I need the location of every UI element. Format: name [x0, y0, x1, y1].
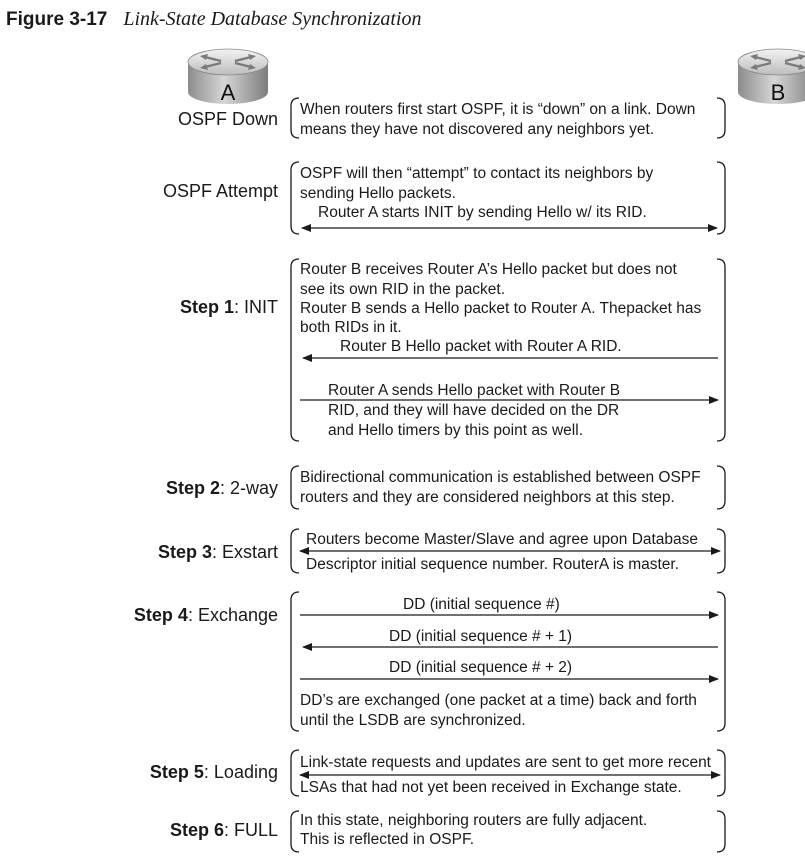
bracket-right [717, 750, 725, 796]
step-text: Router B sends a Hello packet to Router A. Thepacket has [300, 300, 702, 317]
step-text: sending Hello packets. [300, 185, 456, 202]
bracket-right [717, 592, 725, 731]
state-label-attempt: OSPF Attempt [162, 181, 278, 201]
router-b-label: B [770, 80, 786, 105]
step-text: This is reflected in OSPF. [300, 831, 475, 848]
state-label-2way: Step 2: 2-way [165, 478, 278, 498]
step-text: Bidirectional communication is established between OSPF [300, 469, 701, 486]
bracket-left [291, 750, 299, 796]
bracket-left [291, 529, 299, 573]
figure-number: Figure 3-17 [6, 9, 108, 30]
arrow-label: DD (initial sequence # + 2) [389, 659, 573, 676]
state-label-full: Step 6: FULL [169, 820, 278, 840]
state-label-exchange: Step 4: Exchange [133, 605, 278, 625]
arrow-label: Router B Hello packet with Router A RID. [340, 338, 622, 355]
step-text: see its own RID in the packet. [300, 281, 506, 298]
step-text: LSAs that had not yet been received in Exchange state. [300, 779, 682, 796]
step-text: Router B receives Router A’s Hello packet but does not [300, 261, 677, 278]
arrow-label: DD (initial sequence #) [403, 596, 560, 613]
step-text: In this state, neighboring routers are fully adjacent. [300, 812, 648, 829]
bracket-left [291, 98, 299, 138]
step-text: Routers become Master/Slave and agree upon Database [306, 531, 699, 548]
step-text: until the LSDB are synchronized. [300, 712, 526, 729]
step-text: means they have not discovered any neighbors yet. [300, 121, 655, 138]
arrow-label: Router A starts INIT by sending Hello w/ its RID. [318, 204, 647, 221]
step-text: Descriptor initial sequence number. RouterA is master. [306, 556, 680, 573]
bracket-right [717, 162, 725, 234]
bracket-left [291, 466, 299, 509]
arrow-label: and Hello timers by this point as well. [328, 422, 584, 439]
step-text: When routers first start OSPF, it is “down” on a link. Down [300, 101, 696, 118]
bracket-right [717, 259, 725, 441]
step-text: Link-state requests and updates are sent to get more recent [300, 754, 711, 771]
step-text: routers and they are considered neighbors at this step. [300, 489, 675, 506]
bracket-left [291, 811, 299, 852]
bracket-right [717, 466, 725, 509]
arrow-label: RID, and they will have decided on the DR [328, 402, 620, 419]
arrow-label: Router A sends Hello packet with Router B [328, 382, 621, 399]
router-a-icon [188, 49, 268, 105]
bracket-right [717, 811, 725, 852]
state-label-loading: Step 5: Loading [149, 762, 278, 782]
router-a-label: A [220, 80, 236, 105]
step-text: both RIDs in it. [300, 319, 402, 336]
bracket-left [291, 259, 299, 441]
state-label-init: Step 1: INIT [179, 297, 278, 317]
bracket-right [717, 98, 725, 138]
step-text: OSPF will then “attempt” to contact its neighbors by [300, 165, 654, 182]
bracket-left [291, 592, 299, 731]
figure-caption: Link-State Database Synchronization [123, 8, 422, 30]
arrow-label: DD (initial sequence # + 1) [389, 628, 573, 645]
state-label-exstart: Step 3: Exstart [157, 542, 278, 562]
bracket-left [291, 162, 299, 234]
step-text: DD’s are exchanged (one packet at a time) back and forth [300, 692, 697, 709]
state-label-down: OSPF Down [177, 109, 278, 129]
router-b-icon [738, 49, 805, 105]
